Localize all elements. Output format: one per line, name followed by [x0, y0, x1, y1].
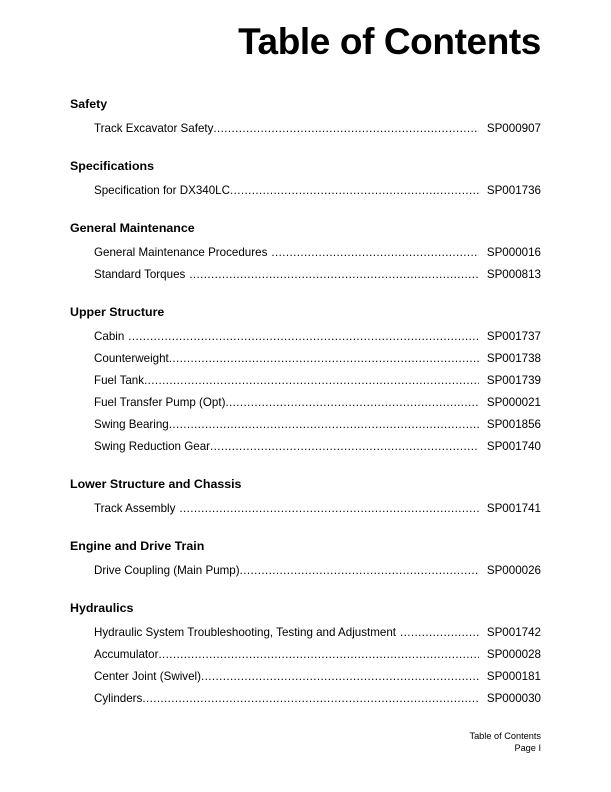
section-entry-list	[70, 180, 541, 202]
toc-entry-code: SP000813	[486, 268, 541, 281]
toc-entry[interactable]	[70, 180, 541, 202]
toc-entry[interactable]	[70, 666, 541, 688]
toc-entry[interactable]	[70, 560, 541, 582]
toc-entry-title: Fuel Tank	[94, 374, 145, 387]
footer-page-number: Page I	[514, 743, 541, 753]
toc-entry-leader-dots	[230, 185, 479, 197]
section-entry-list	[70, 560, 541, 582]
toc-entry[interactable]	[70, 392, 541, 414]
toc-entry[interactable]	[70, 688, 541, 710]
toc-entry-title: Cylinders	[94, 692, 143, 705]
toc-entry-code: SP001741	[486, 502, 541, 515]
toc-entry-code: SP001739	[486, 374, 541, 387]
toc-entry-code: SP000021	[486, 396, 541, 409]
toc-entry-code: SP001738	[486, 352, 541, 365]
toc-entry[interactable]	[70, 118, 541, 140]
footer-document-name: Table of Contents	[469, 731, 541, 741]
toc-entry-code: SP000028	[486, 648, 541, 661]
toc-entry[interactable]	[70, 498, 541, 520]
section-heading: Lower Structure and Chassis	[70, 477, 242, 491]
toc-entry-leader-dots	[169, 353, 479, 365]
section-heading: Specifications	[70, 159, 155, 173]
toc-entry-title: Cabin	[94, 330, 125, 343]
toc-entry[interactable]	[70, 622, 541, 644]
toc-section	[70, 538, 541, 582]
toc-entry[interactable]	[70, 348, 541, 370]
section-heading: Upper Structure	[70, 305, 165, 319]
toc-entry-title: Accumulator	[94, 648, 159, 661]
section-entry-list	[70, 326, 541, 458]
section-entry-list	[70, 242, 541, 286]
toc-entry-leader-dots	[142, 693, 479, 705]
toc-entry-leader-dots	[185, 269, 479, 281]
toc-entry-leader-dots	[210, 441, 479, 453]
toc-entry-leader-dots	[396, 627, 479, 639]
toc-section	[70, 220, 541, 286]
toc-section	[70, 96, 541, 140]
section-heading: General Maintenance	[70, 221, 195, 235]
section-entry-list	[70, 118, 541, 140]
page-title: Table of Contents	[238, 21, 541, 62]
toc-section	[70, 476, 541, 520]
toc-entry-code: SP000907	[486, 122, 541, 135]
toc-entry-code: SP000026	[486, 564, 541, 577]
toc-entry-code: SP000016	[486, 246, 541, 259]
toc-section	[70, 158, 541, 202]
toc-entry-leader-dots	[169, 419, 479, 431]
toc-entry-code: SP001856	[486, 418, 541, 431]
toc-entry[interactable]	[70, 644, 541, 666]
toc-section	[70, 304, 541, 458]
section-entry-list	[70, 622, 541, 710]
toc-entry[interactable]	[70, 326, 541, 348]
toc-entry-leader-dots	[201, 671, 479, 683]
toc-entry-leader-dots	[225, 397, 479, 409]
toc-entry-leader-dots	[267, 247, 479, 259]
toc-entry-title: Hydraulic System Troubleshooting, Testing and Adjustment	[94, 626, 397, 639]
toc-entry[interactable]	[70, 242, 541, 264]
toc-entry-title: Swing Bearing	[94, 418, 169, 431]
toc-entry-code: SP001737	[486, 330, 541, 343]
toc-entry[interactable]	[70, 264, 541, 286]
toc-entry-code: SP001742	[486, 626, 541, 639]
toc-section	[70, 600, 541, 710]
toc-entry-title: Fuel Transfer Pump (Opt)	[94, 396, 226, 409]
toc-entry[interactable]	[70, 436, 541, 458]
toc-entry-title: General Maintenance Procedures	[94, 246, 268, 259]
toc-entry-code: SP000030	[486, 692, 541, 705]
toc-entry-leader-dots	[124, 331, 479, 343]
toc-entry-code: SP001736	[486, 184, 541, 197]
toc-entry-leader-dots	[144, 375, 479, 387]
toc-entry-title: Track Assembly	[94, 502, 176, 515]
toc-entry-title: Center Joint (Swivel)	[94, 670, 201, 683]
toc-entry-title: Track Excavator Safety	[94, 122, 214, 135]
section-heading: Hydraulics	[70, 601, 134, 615]
toc-entry[interactable]	[70, 370, 541, 392]
toc-entry-leader-dots	[213, 123, 479, 135]
toc-entry-code: SP001740	[486, 440, 541, 453]
toc-entry-leader-dots	[158, 649, 479, 661]
toc-entry-title: Swing Reduction Gear	[94, 440, 210, 453]
toc-entry-leader-dots	[175, 503, 479, 515]
toc-entry-leader-dots	[240, 565, 479, 577]
toc-entry-title: Counterweight	[94, 352, 169, 365]
table-of-contents	[70, 96, 541, 710]
section-entry-list	[70, 498, 541, 520]
section-heading: Engine and Drive Train	[70, 539, 205, 553]
toc-entry-title: Specification for DX340LC	[94, 184, 230, 197]
section-heading: Safety	[70, 97, 108, 111]
page-footer	[70, 730, 541, 754]
toc-entry-title: Drive Coupling (Main Pump)	[94, 564, 240, 577]
toc-entry-code: SP000181	[486, 670, 541, 683]
toc-entry[interactable]	[70, 414, 541, 436]
toc-entry-title: Standard Torques	[94, 268, 186, 281]
